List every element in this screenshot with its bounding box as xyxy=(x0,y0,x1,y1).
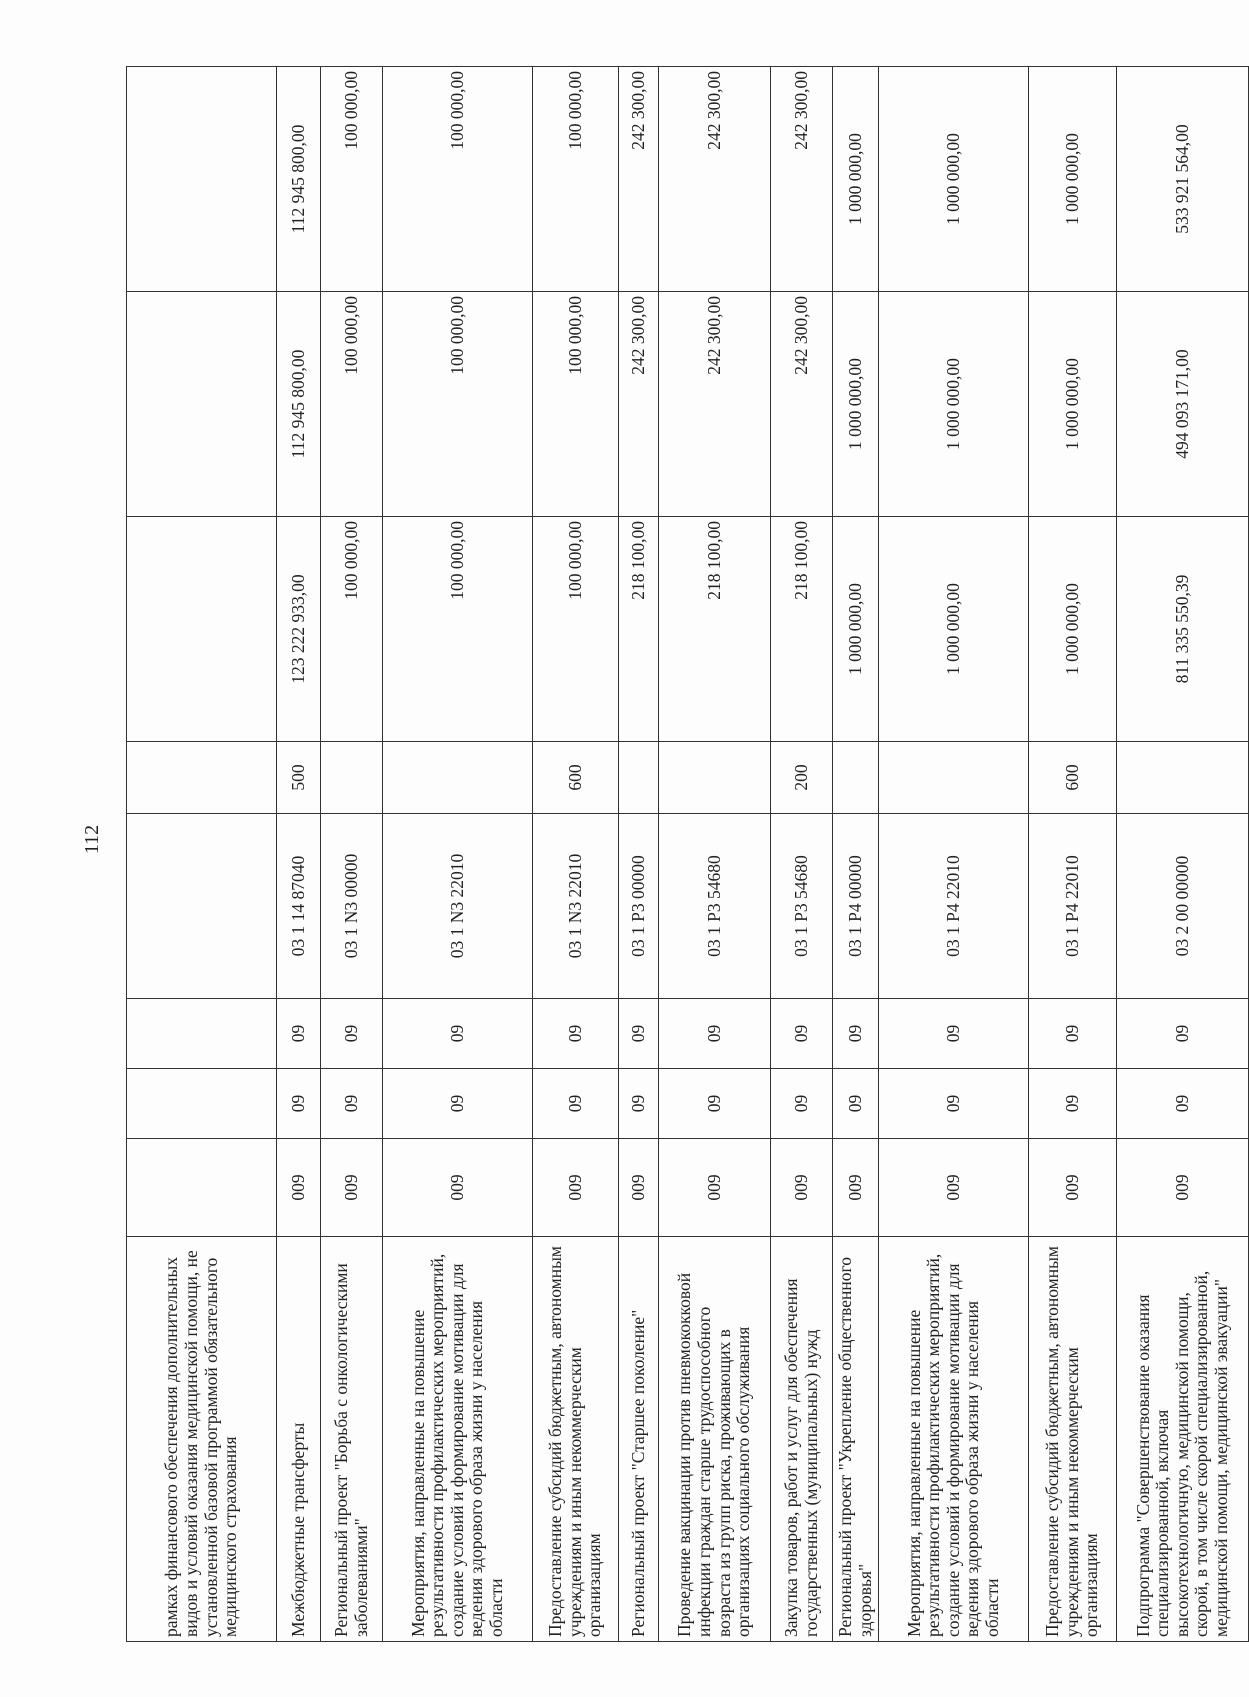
cell-section: 09 xyxy=(533,1069,619,1139)
cell-subsection: 09 xyxy=(277,999,321,1069)
table-row xyxy=(127,67,277,1642)
cell-amount-3: 100 000,00 xyxy=(383,67,533,292)
cell-section: 09 xyxy=(383,1069,533,1139)
cell-target-article: 03 1 P3 00000 xyxy=(619,814,659,999)
cell-amount-2: 100 000,00 xyxy=(321,292,383,517)
cell-amount-3: 533 921 564,00 xyxy=(1117,67,1249,292)
cell-expense-type xyxy=(383,742,533,814)
table-row xyxy=(1029,67,1117,1642)
cell-section: 09 xyxy=(619,1069,659,1139)
cell-amount-3: 242 300,00 xyxy=(771,67,833,292)
cell-department-code: 009 xyxy=(659,1139,771,1237)
cell-section: 09 xyxy=(277,1069,321,1139)
cell-amount-1: 218 100,00 xyxy=(771,517,833,742)
cell-amount-1: 123 222 933,00 xyxy=(277,517,321,742)
cell-name: Подпрограмма "Совершенствование оказания специализированной, включая высокотехнологичную, медицинской помощи, скорой, в том числе скорой специализированной, медицинской помощи, медицинской эвакуации" xyxy=(1117,1237,1249,1642)
table-row xyxy=(1117,67,1249,1642)
cell-name: Мероприятия, направленные на повышение результативности профилактических мероприятий, создание условий и формирование мотивации для ведения здорового образа жизни у населения области xyxy=(383,1237,533,1642)
cell-amount-3: 100 000,00 xyxy=(533,67,619,292)
cell-department-code: 009 xyxy=(879,1139,1029,1237)
cell-section: 09 xyxy=(659,1069,771,1139)
table-row xyxy=(833,67,879,1642)
cell-name: рамках финансового обеспечения дополнительных видов и условий оказания медицинской помощи, не установленной базовой программой обязательного медицинского страхования xyxy=(127,1237,277,1642)
cell-amount-2: 1 000 000,00 xyxy=(1029,292,1117,517)
cell-section: 09 xyxy=(833,1069,879,1139)
cell-section: 09 xyxy=(771,1069,833,1139)
cell-expense-type xyxy=(619,742,659,814)
cell-name: Межбюджетные трансферты xyxy=(277,1237,321,1642)
cell-amount-2: 494 093 171,00 xyxy=(1117,292,1249,517)
cell-name: Проведение вакцинации против пневмококковой инфекции граждан старше трудоспособного возраста из групп риска, проживающих в организациях социального обслуживания xyxy=(659,1237,771,1642)
cell-amount-2 xyxy=(127,292,277,517)
table-row xyxy=(277,67,321,1642)
cell-subsection: 09 xyxy=(1117,999,1249,1069)
cell-expense-type: 200 xyxy=(771,742,833,814)
cell-subsection xyxy=(127,999,277,1069)
table-row xyxy=(383,67,533,1642)
cell-name: Региональный проект "Укрепление общественного здоровья" xyxy=(833,1237,879,1642)
cell-subsection: 09 xyxy=(879,999,1029,1069)
cell-expense-type xyxy=(1117,742,1249,814)
cell-section: 09 xyxy=(321,1069,383,1139)
cell-name: Предоставление субсидий бюджетным, автономным учреждениям и иным некоммерческим организациям xyxy=(533,1237,619,1642)
cell-expense-type xyxy=(833,742,879,814)
cell-subsection: 09 xyxy=(533,999,619,1069)
cell-department-code: 009 xyxy=(533,1139,619,1237)
cell-target-article: 03 2 00 00000 xyxy=(1117,814,1249,999)
cell-section: 09 xyxy=(1029,1069,1117,1139)
cell-amount-2: 100 000,00 xyxy=(383,292,533,517)
cell-section: 09 xyxy=(879,1069,1029,1139)
cell-expense-type: 500 xyxy=(277,742,321,814)
cell-expense-type xyxy=(659,742,771,814)
cell-amount-1: 218 100,00 xyxy=(619,517,659,742)
cell-target-article: 03 1 P4 22010 xyxy=(879,814,1029,999)
cell-amount-3: 1 000 000,00 xyxy=(1029,67,1117,292)
cell-amount-1: 1 000 000,00 xyxy=(879,517,1029,742)
cell-amount-2: 1 000 000,00 xyxy=(879,292,1029,517)
cell-target-article: 03 1 N3 22010 xyxy=(533,814,619,999)
cell-subsection: 09 xyxy=(1029,999,1117,1069)
cell-department-code: 009 xyxy=(1029,1139,1117,1237)
cell-amount-2: 112 945 800,00 xyxy=(277,292,321,517)
cell-department-code: 009 xyxy=(277,1139,321,1237)
cell-amount-2: 100 000,00 xyxy=(533,292,619,517)
cell-name: Региональный проект "Старшее поколение" xyxy=(619,1237,659,1642)
cell-amount-3: 100 000,00 xyxy=(321,67,383,292)
cell-amount-1: 100 000,00 xyxy=(533,517,619,742)
cell-amount-3: 1 000 000,00 xyxy=(879,67,1029,292)
cell-target-article: 03 1 P4 00000 xyxy=(833,814,879,999)
cell-subsection: 09 xyxy=(771,999,833,1069)
page-number: 112 xyxy=(81,824,104,855)
cell-expense-type: 600 xyxy=(533,742,619,814)
cell-subsection: 09 xyxy=(659,999,771,1069)
table-row xyxy=(659,67,771,1642)
cell-target-article: 03 1 P3 54680 xyxy=(659,814,771,999)
table-row xyxy=(771,67,833,1642)
cell-amount-1: 811 335 550,39 xyxy=(1117,517,1249,742)
cell-amount-2: 1 000 000,00 xyxy=(833,292,879,517)
cell-amount-1: 100 000,00 xyxy=(321,517,383,742)
cell-name: Региональный проект "Борьба с онкологическими заболеваниями" xyxy=(321,1237,383,1642)
cell-amount-3: 1 000 000,00 xyxy=(833,67,879,292)
cell-expense-type xyxy=(879,742,1029,814)
cell-amount-3: 242 300,00 xyxy=(619,67,659,292)
cell-target-article xyxy=(127,814,277,999)
cell-amount-3: 112 945 800,00 xyxy=(277,67,321,292)
cell-section xyxy=(127,1069,277,1139)
cell-amount-1: 1 000 000,00 xyxy=(833,517,879,742)
cell-amount-2: 242 300,00 xyxy=(619,292,659,517)
cell-expense-type xyxy=(321,742,383,814)
cell-section: 09 xyxy=(1117,1069,1249,1139)
cell-amount-2: 242 300,00 xyxy=(771,292,833,517)
cell-department-code: 009 xyxy=(771,1139,833,1237)
cell-amount-2: 242 300,00 xyxy=(659,292,771,517)
table-row xyxy=(533,67,619,1642)
cell-department-code: 009 xyxy=(1117,1139,1249,1237)
table-body xyxy=(127,67,1249,1642)
cell-subsection: 09 xyxy=(619,999,659,1069)
cell-subsection: 09 xyxy=(321,999,383,1069)
cell-target-article: 03 1 14 87040 xyxy=(277,814,321,999)
cell-amount-3 xyxy=(127,67,277,292)
cell-name: Предоставление субсидий бюджетным, автономным учреждениям и иным некоммерческим организациям xyxy=(1029,1237,1117,1642)
cell-name: Мероприятия, направленные на повышение результативности профилактических мероприятий, создание условий и формирование мотивации для ведения здорового образа жизни у населения области xyxy=(879,1237,1029,1642)
cell-department-code: 009 xyxy=(383,1139,533,1237)
cell-department-code: 009 xyxy=(321,1139,383,1237)
cell-amount-3: 242 300,00 xyxy=(659,67,771,292)
cell-amount-1: 1 000 000,00 xyxy=(1029,517,1117,742)
budget-table xyxy=(126,66,1249,1642)
cell-expense-type xyxy=(127,742,277,814)
cell-amount-1 xyxy=(127,517,277,742)
table-row xyxy=(879,67,1029,1642)
cell-amount-1: 100 000,00 xyxy=(383,517,533,742)
cell-department-code xyxy=(127,1139,277,1237)
cell-target-article: 03 1 N3 00000 xyxy=(321,814,383,999)
rotated-table-wrapper xyxy=(126,67,1249,1642)
cell-subsection: 09 xyxy=(383,999,533,1069)
table-row xyxy=(321,67,383,1642)
cell-amount-1: 218 100,00 xyxy=(659,517,771,742)
cell-target-article: 03 1 N3 22010 xyxy=(383,814,533,999)
cell-department-code: 009 xyxy=(619,1139,659,1237)
cell-expense-type: 600 xyxy=(1029,742,1117,814)
cell-target-article: 03 1 P4 22010 xyxy=(1029,814,1117,999)
cell-name: Закупка товаров, работ и услуг для обеспечения государственных (муниципальных) нужд xyxy=(771,1237,833,1642)
cell-subsection: 09 xyxy=(833,999,879,1069)
table-row xyxy=(619,67,659,1642)
cell-department-code: 009 xyxy=(833,1139,879,1237)
cell-target-article: 03 1 P3 54680 xyxy=(771,814,833,999)
